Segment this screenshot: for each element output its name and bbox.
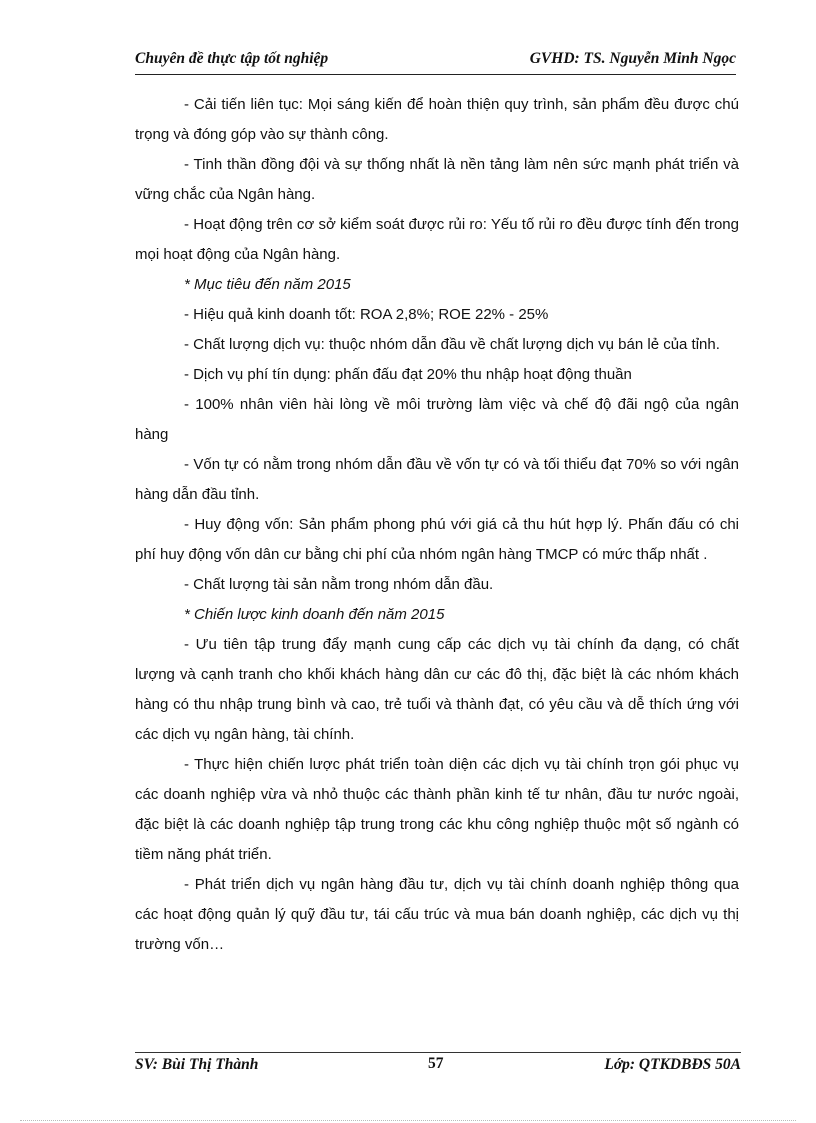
paragraph: - Hoạt động trên cơ sở kiểm soát được rủi ro: Yếu tố rủi ro đều được tính đến trong mọi hoạt động của Ngân hàng. [135, 216, 739, 263]
paragraph: - 100% nhân viên hài lòng về môi trường làm việc và chế độ đãi ngộ của ngân hàng [135, 396, 739, 443]
page-edge-divider [20, 1120, 796, 1121]
paragraph: - Phát triển dịch vụ ngân hàng đầu tư, dịch vụ tài chính doanh nghiệp thông qua các hoạt động quản lý quỹ đầu tư, tái cấu trúc và mua bán doanh nghiệp, các dịch vụ thị trường vốn… [135, 876, 739, 953]
footer-student-name: SV: Bùi Thị Thành [135, 1056, 259, 1073]
paragraph: - Ưu tiên tập trung đẩy mạnh cung cấp các dịch vụ tài chính đa dạng, có chất lượng và cạnh tranh cho khối khách hàng dân cư các đô thị, đặc biệt là các nhóm khách hàng có thu nhập trung bình và cao, trẻ tuổi và thành đạt, có yêu cầu và dễ thích ứng với các dịch vụ ngân hàng, tài chính. [135, 636, 739, 743]
document-body [135, 90, 739, 960]
header-supervisor: GVHD: TS. Nguyễn Minh Ngọc [529, 50, 736, 67]
page-header [135, 48, 736, 75]
paragraph: - Cải tiến liên tục: Mọi sáng kiến để hoàn thiện quy trình, sản phẩm đều được chú trọng và đóng góp vào sự thành công. [135, 96, 739, 143]
paragraph: - Dịch vụ phí tín dụng: phấn đấu đạt 20% thu nhập hoạt động thuần [184, 366, 632, 383]
paragraph: - Thực hiện chiến lược phát triển toàn diện các dịch vụ tài chính trọn gói phục vụ các doanh nghiệp vừa và nhỏ thuộc các thành phần kinh tế tư nhân, đầu tư nước ngoài, đặc biệt là các doanh nghiệp tập trung trong các khu công nghiệp thuộc một số ngành có tiềm năng phát triển. [135, 756, 739, 863]
paragraph: - Tinh thần đồng đội và sự thống nhất là nền tảng làm nên sức mạnh phát triển và vững chắc của Ngân hàng. [135, 156, 739, 203]
paragraph: - Vốn tự có nằm trong nhóm dẫn đầu về vốn tự có và tối thiểu đạt 70% so với ngân hàng dẫn đầu tỉnh. [135, 456, 739, 503]
page-footer [135, 1052, 741, 1081]
header-document-title: Chuyên đề thực tập tốt nghiệp [135, 50, 329, 67]
section-heading-goals: * Mục tiêu đến năm 2015 [184, 276, 351, 293]
paragraph: - Hiệu quả kinh doanh tốt: ROA 2,8%; ROE 22% - 25% [184, 306, 549, 323]
paragraph: - Huy động vốn: Sản phẩm phong phú với giá cả thu hút hợp lý. Phấn đấu có chi phí huy động vốn dân cư bằng chi phí của nhóm ngân hàng TMCP có mức thấp nhất . [135, 516, 739, 563]
footer-class: Lớp: QTKDBĐS 50A [604, 1056, 741, 1073]
paragraph: - Chất lượng dịch vụ: thuộc nhóm dẫn đầu về chất lượng dịch vụ bán lẻ của tỉnh. [184, 336, 720, 353]
paragraph: - Chất lượng tài sản nằm trong nhóm dẫn đầu. [184, 576, 494, 593]
section-heading-strategy: * Chiến lược kinh doanh đến năm 2015 [184, 606, 445, 623]
page-number: 57 [428, 1055, 444, 1072]
